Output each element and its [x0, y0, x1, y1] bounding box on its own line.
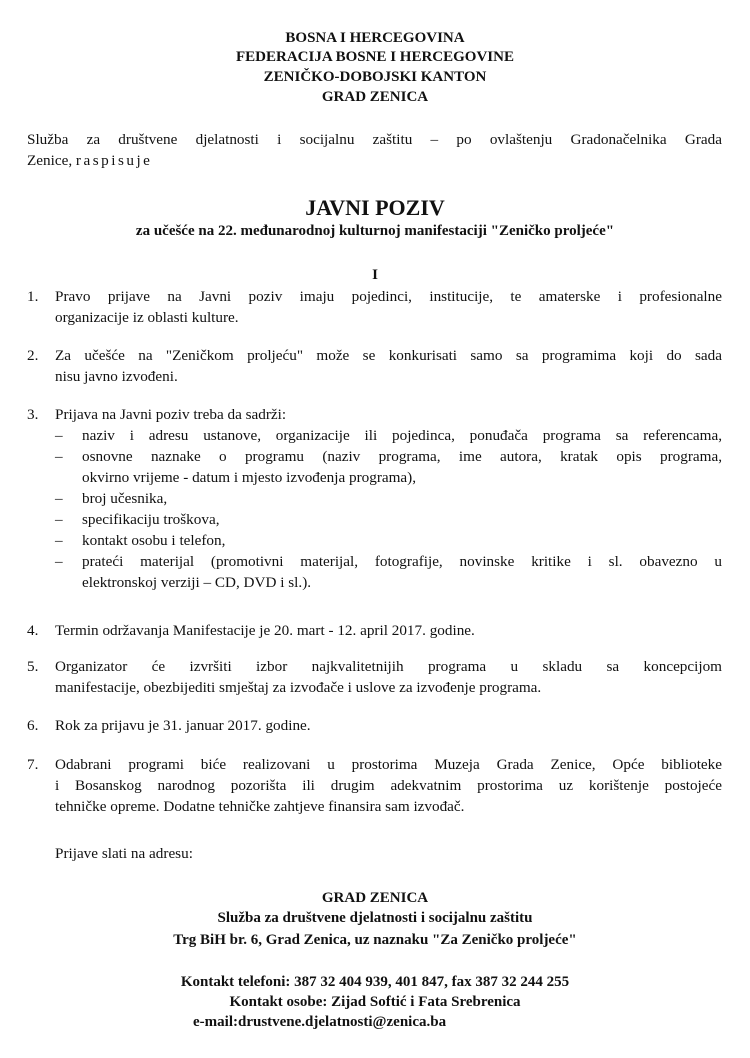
address-name: GRAD ZENICA	[321, 890, 429, 906]
item-line: Prijava na Javni poziv treba da sadrži:	[55, 406, 287, 423]
sublist-line: prateći materijal (promotivni materijal, fotografije, novinske kritike i sl. obavezno u	[82, 553, 722, 570]
address-office: Služba za društvene djelatnosti i socijalnu zaštitu	[217, 910, 533, 926]
item-number: 3.	[27, 406, 39, 423]
item-number: 7.	[27, 756, 39, 773]
item-line: i Bosanskog narodnog pozorišta ili drugim adekvatnim prostorima uz korištenje postojeće	[55, 777, 722, 794]
item-number: 1.	[27, 288, 39, 305]
item-line: organizacije iz oblasti kulture.	[55, 309, 239, 326]
send-to-label: Prijave slati na adresu:	[55, 845, 193, 862]
intro-paragraph	[27, 129, 722, 171]
header-federation: FEDERACIJA BOSNE I HERCEGOVINE	[236, 49, 514, 65]
contact-phones: Kontakt telefoni: 387 32 404 939, 401 847, fax 387 32 244 255	[180, 974, 570, 990]
header-country: BOSNA I HERCEGOVINA	[285, 30, 465, 46]
dash-bullet: –	[55, 553, 63, 570]
header-canton: ZENIČKO-DOBOJSKI KANTON	[263, 69, 487, 85]
item-line: Rok za prijavu je 31. januar 2017. godine.	[55, 717, 311, 734]
intro-line-1: Služba za društvene djelatnosti i socijalnu zaštitu – po ovlaštenju Gradonačelnika Grada	[27, 131, 722, 148]
item-line: tehničke opreme. Dodatne tehničke zahtjeve finansira sam izvođač.	[55, 798, 465, 815]
sublist-line: naziv i adresu ustanove, organizacije ili pojedinca, ponuđača programa sa referencama,	[82, 427, 722, 444]
dash-bullet: –	[55, 448, 63, 465]
item-line: nisu javno izvođeni.	[55, 368, 178, 385]
intro-line-2-prefix: Zenice,	[27, 152, 73, 169]
address-street: Trg BiH br. 6, Grad Zenica, uz naznaku "Za Zeničko proljeće"	[173, 932, 577, 948]
sublist-line: broj učesnika,	[82, 490, 168, 507]
dash-bullet: –	[55, 427, 63, 444]
sublist-line: osnovne naznake o programu (naziv programa, ime autora, kratak opis programa,	[82, 448, 722, 465]
item-number: 5.	[27, 658, 39, 675]
item-line: manifestacije, obezbijediti smještaj za izvođače i uslove za izvođenje programa.	[55, 679, 542, 696]
dash-bullet: –	[55, 511, 63, 528]
section-numeral: I	[372, 267, 378, 283]
sublist-line: elektronskoj verziji – CD, DVD i sl.).	[82, 574, 312, 591]
intro-line-2	[27, 150, 722, 171]
item-number: 6.	[27, 717, 39, 734]
header-city: GRAD ZENICA	[321, 89, 429, 105]
item-line: Organizator će izvršiti izbor najkvalitetnijih programa u skladu sa koncepcijom	[55, 658, 722, 675]
document-subtitle: za učešće na 22. međunarodnoj kulturnoj manifestaciji "Zeničko proljeće"	[135, 223, 615, 239]
dash-bullet: –	[55, 490, 63, 507]
document-title: JAVNI POZIV	[305, 195, 445, 220]
item-line: Termin održavanja Manifestacije je 20. mart - 12. april 2017. godine.	[55, 622, 475, 639]
item-line: Odabrani programi biće realizovani u prostorima Muzeja Grada Zenice, Opće biblioteke	[55, 756, 722, 773]
item-number: 2.	[27, 347, 39, 364]
sublist-line: kontakt osobu i telefon,	[82, 532, 226, 549]
item-line: Pravo prijave na Javni poziv imaju pojedinci, institucije, te amaterske i profesionalne	[55, 288, 722, 305]
sublist-line: okvirno vrijeme - datum i mjesto izvođenja programa),	[82, 469, 417, 486]
contact-persons: Kontakt osobe: Zijad Softić i Fata Srebrenica	[229, 994, 521, 1010]
dash-bullet: –	[55, 532, 63, 549]
intro-raspisuje: raspisuje	[75, 152, 153, 169]
item-number: 4.	[27, 622, 39, 639]
item-line: Za učešće na "Zeničkom proljeću" može se konkurisati samo sa programima koji do sada	[55, 347, 722, 364]
contact-email[interactable]: e-mail:drustvene.djelatnosti@zenica.ba	[193, 1014, 447, 1030]
sublist-line: specifikaciju troškova,	[82, 511, 220, 528]
